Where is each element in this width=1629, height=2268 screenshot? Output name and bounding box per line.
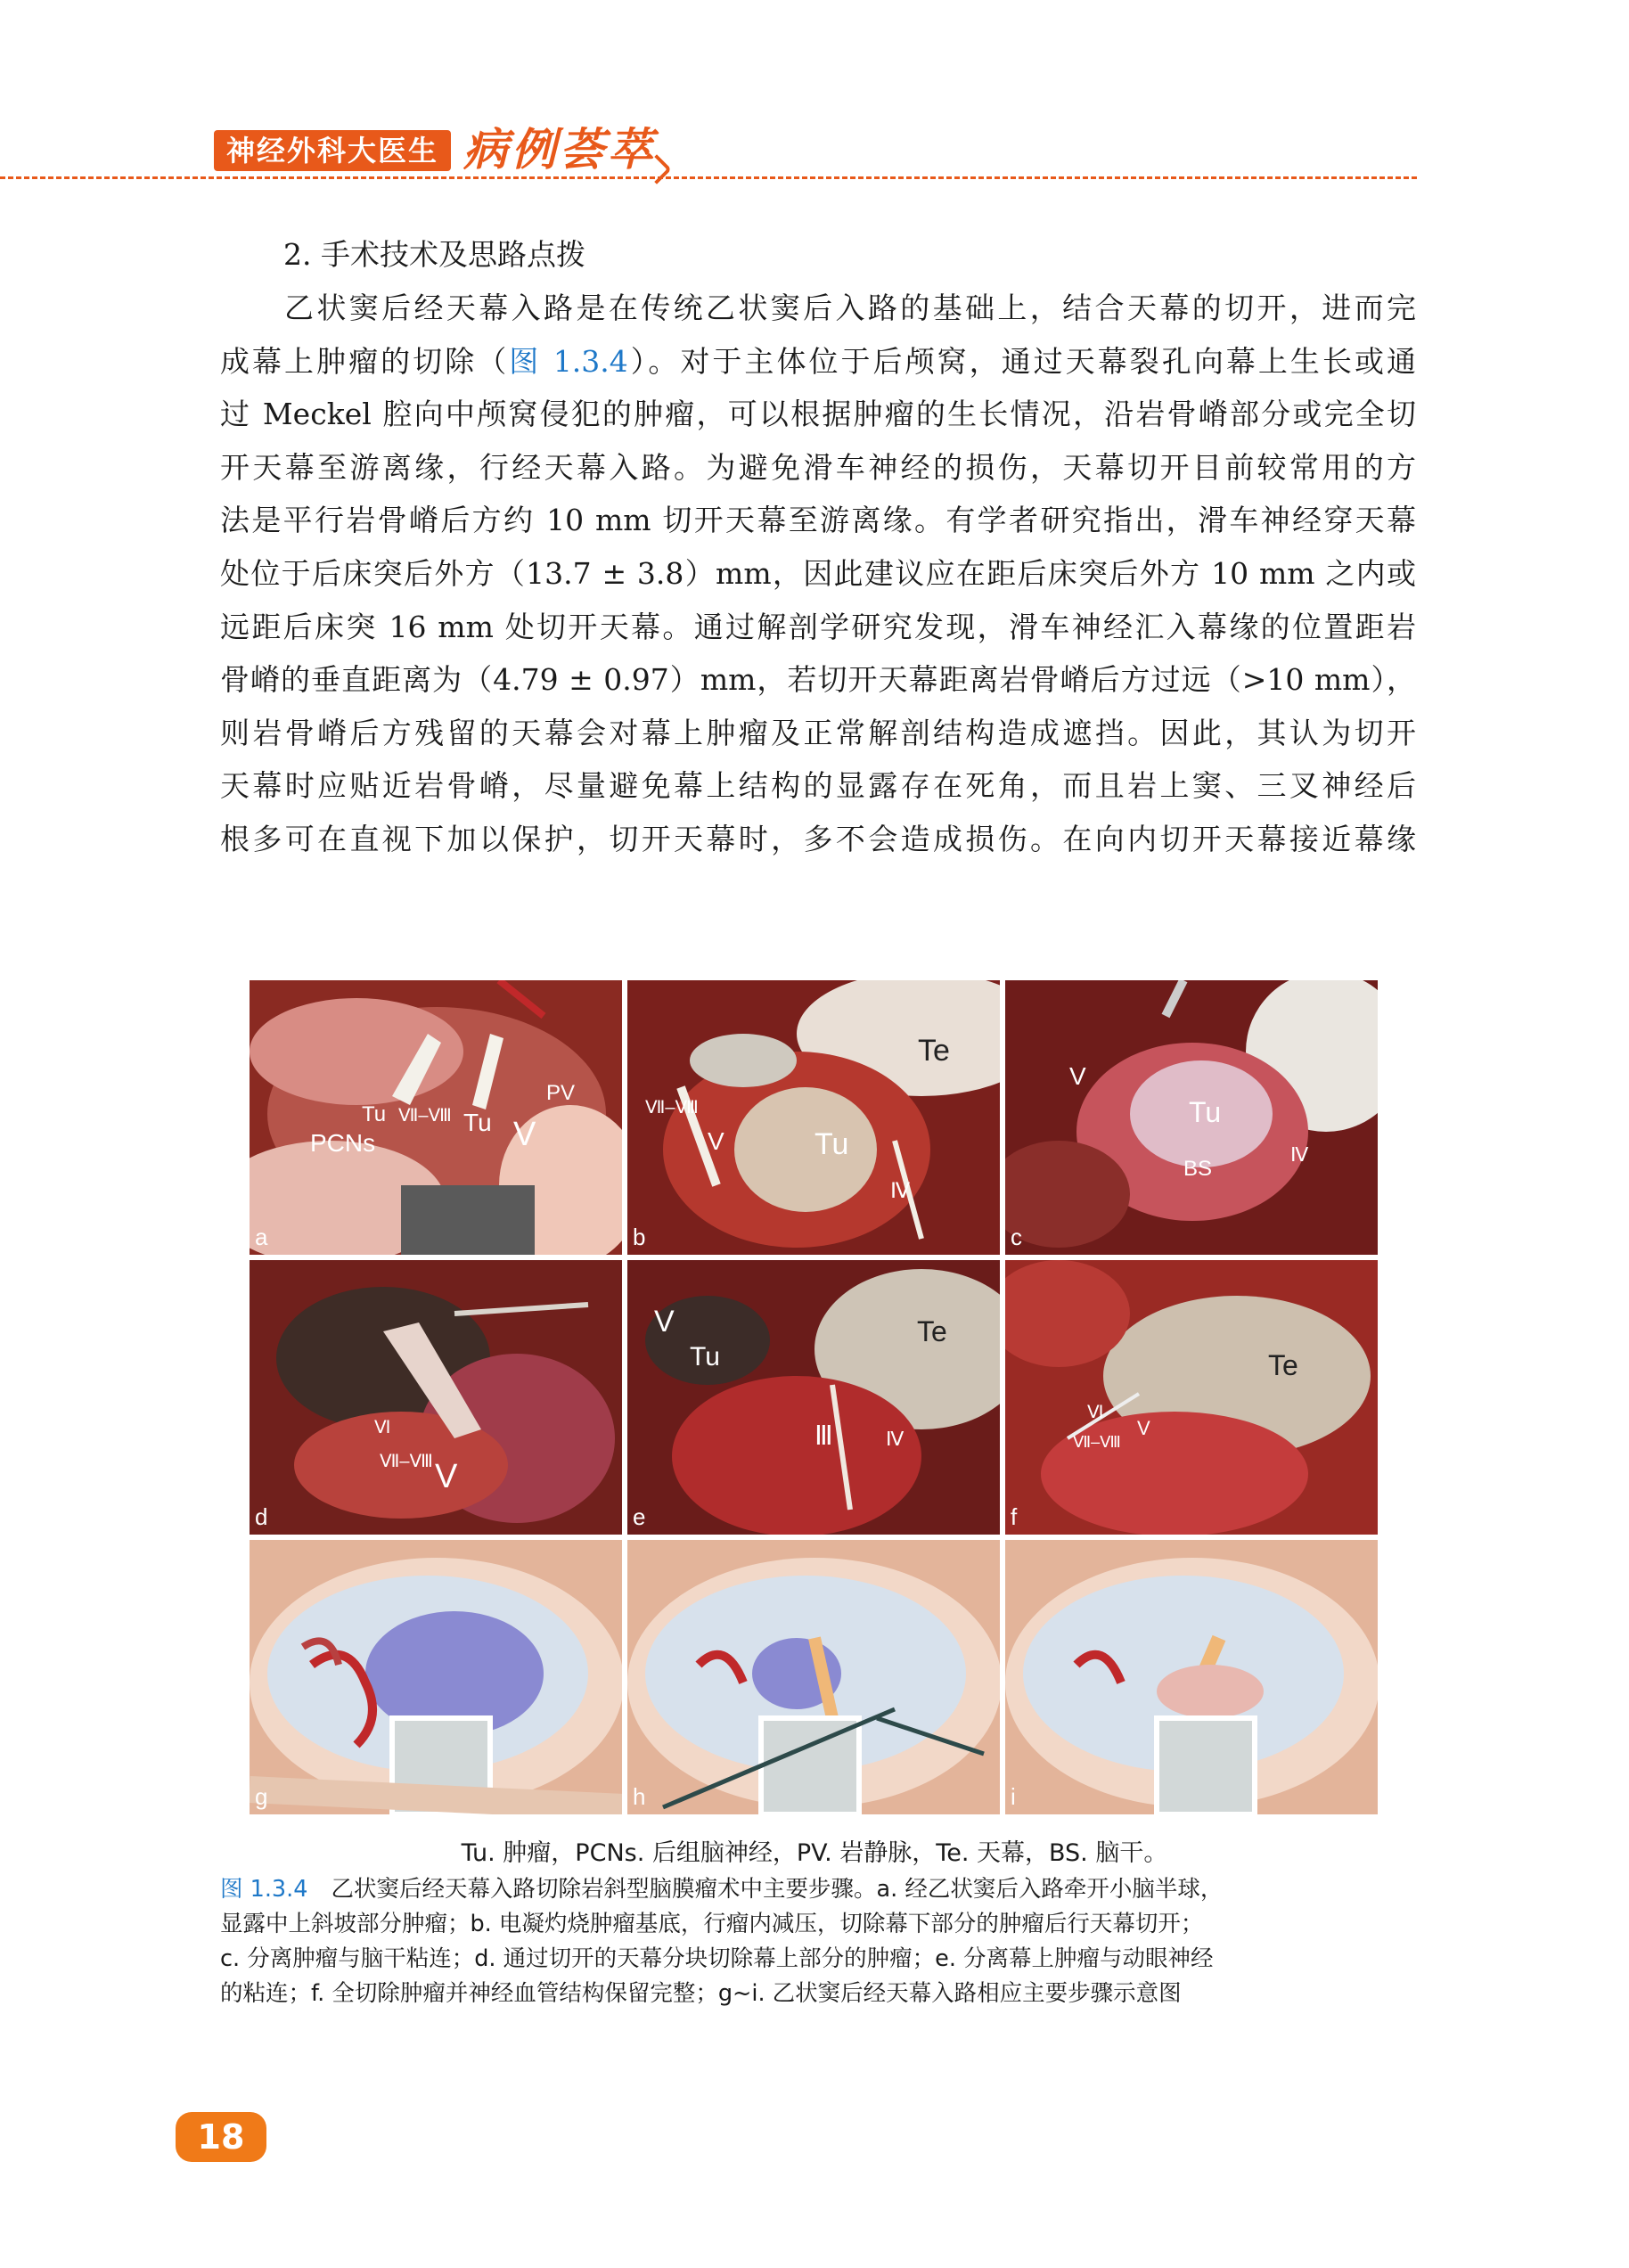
panel-letter: d — [255, 1503, 268, 1530]
panel-label: Tu — [690, 1342, 720, 1371]
panel-label: Te — [917, 1315, 947, 1347]
panel-label: V — [654, 1305, 675, 1339]
panel-label: Tu — [814, 1127, 849, 1161]
panel-label: Tu — [362, 1102, 387, 1126]
panel-label: Ⅶ–Ⅷ — [645, 1098, 699, 1118]
photo-panel-a — [250, 980, 622, 1255]
panel-label: Ⅳ — [890, 1179, 911, 1203]
panel-label: Ⅶ–Ⅷ — [1073, 1433, 1121, 1451]
figure-reference-link[interactable]: 图 1.3.4 — [509, 343, 628, 379]
panel-label: Ⅶ–Ⅷ — [380, 1452, 433, 1471]
panel-letter: a — [255, 1224, 268, 1250]
paragraph-line: 根多可在直视下加以保护，切开天幕时，多不会造成损伤。在向内切开天幕接近幕缘 — [220, 821, 1416, 856]
surgical-photo — [1005, 1260, 1378, 1535]
panel-label: Ⅵ — [374, 1418, 391, 1437]
panel-label: Ⅳ — [886, 1428, 905, 1450]
paragraph-line: 远距后床突 16 mm 处切开天幕。通过解剖学研究发现，滑车神经汇入幕缘的位置距岩 — [220, 609, 1416, 644]
panel-letter: i — [1011, 1783, 1016, 1810]
illustration-panel-i — [1005, 1540, 1378, 1814]
surgical-illustration — [250, 1540, 622, 1814]
figure-grid — [250, 980, 1381, 1823]
panel-label: Te — [1268, 1349, 1298, 1381]
panel-label: Ⅵ — [1087, 1403, 1104, 1422]
paragraph-line: 法是平行岩骨嵴后方约 10 mm 切开天幕至游离缘。有学者研究指出，滑车神经穿天幕 — [220, 503, 1416, 538]
panel-label: Ⅳ — [1290, 1143, 1309, 1166]
photo-panel-b — [627, 980, 1000, 1255]
section-heading: 2. 手术技术及思路点拨 — [283, 237, 585, 272]
panel-letter: c — [1011, 1224, 1022, 1250]
panel-label: V — [1137, 1417, 1150, 1439]
caption-line: 的粘连；f. 全切除肿瘤并神经血管结构保留完整；g~i. 乙状窦后经天幕入路相应主要步骤示意图 — [220, 1980, 1182, 2007]
illustration-panel-h — [627, 1540, 1000, 1814]
panel-label: V — [1069, 1062, 1086, 1090]
caption-text: 乙状窦后经天幕入路切除岩斜型脑膜瘤术中主要步骤。a. 经乙状窦后入路牵开小脑半球， — [331, 1876, 1224, 1903]
illustration-panel-g — [250, 1540, 622, 1814]
panel-letter: b — [633, 1224, 646, 1250]
caption-line — [220, 1872, 1416, 1907]
panel-letter: g — [255, 1783, 268, 1810]
panel-letter: h — [633, 1783, 646, 1810]
series-title-badge: 神经外科大医生 — [214, 130, 451, 171]
panel-label: Ⅲ — [814, 1421, 833, 1451]
paragraph-line: 骨嵴的垂直距离为（4.79 ± 0.97）mm，若切开天幕距离岩骨嵴后方过远（>10 mm）， — [220, 662, 1416, 698]
caption-line: 显露中上斜坡部分肿瘤；b. 电凝灼烧肿瘤基底，行瘤内减压，切除幕下部分的肿瘤后行天幕切开； — [220, 1911, 1204, 1937]
panel-label: Te — [918, 1034, 950, 1068]
surgical-illustration — [1005, 1540, 1378, 1814]
surgical-illustration — [627, 1540, 1000, 1814]
page-number-badge: 18 — [176, 2112, 266, 2162]
caption-line: c. 分离肿瘤与脑干粘连；d. 通过切开的天幕分块切除幕上部分的肿瘤；e. 分离幕上肿瘤与动眼神经 — [220, 1945, 1214, 1972]
panel-label: PV — [546, 1081, 576, 1105]
paragraph-line: 乙状窦后经天幕入路是在传统乙状窦后入路的基础上，结合天幕的切开，进而完 — [284, 291, 1416, 325]
paragraph-line — [220, 335, 1416, 389]
running-header — [0, 96, 1629, 194]
panel-label: V — [708, 1127, 724, 1155]
panel-label: V — [435, 1458, 458, 1495]
photo-panel-d — [250, 1260, 622, 1535]
caption-figure-label: 图 1.3.4 — [220, 1876, 308, 1903]
series-title-script: 病例荟萃 — [463, 123, 656, 176]
panel-letter: e — [633, 1503, 646, 1530]
panel-label: Tu — [463, 1109, 492, 1136]
panel-label: V — [513, 1116, 536, 1153]
header-dashed-rule — [0, 176, 1417, 179]
paragraph-line: 过 Meckel 腔向中颅窝侵犯的肿瘤，可以根据肿瘤的生长情况，沿岩骨嵴部分或完全切 — [220, 397, 1416, 432]
panel-letter: f — [1011, 1503, 1018, 1530]
panel-label: PCNs — [310, 1129, 376, 1157]
body-paragraph — [220, 282, 1416, 866]
panel-label: Tu — [1189, 1096, 1222, 1128]
line-text: 成幕上肿瘤的切除（ — [220, 343, 510, 379]
paragraph-line: 处位于后床突后外方（13.7 ± 3.8）mm，因此建议应在距后床突后外方 10 mm 之内或 — [220, 555, 1416, 591]
paragraph-line: 开天幕至游离缘，行经天幕入路。为避免滑车神经的损伤，天幕切开目前较常用的方 — [220, 449, 1416, 485]
panel-label: BS — [1183, 1157, 1213, 1181]
photo-panel-c — [1005, 980, 1378, 1255]
figure-caption — [220, 1872, 1416, 2011]
photo-panel-f — [1005, 1260, 1378, 1535]
panel-label: Ⅶ–Ⅷ — [398, 1106, 452, 1126]
figure-abbreviation-legend: Tu. 肿瘤，PCNs. 后组脑神经，PV. 岩静脉，Te. 天幕，BS. 脑干。 — [461, 1839, 1168, 1867]
photo-panel-e — [627, 1260, 1000, 1535]
paragraph-line: 天幕时应贴近岩骨嵴，尽量避免幕上结构的显露存在死角，而且岩上窦、三叉神经后 — [220, 768, 1416, 804]
surgical-photo — [627, 1260, 1000, 1535]
line-text: ）。对于主体位于后颅窝，通过天幕裂孔向幕上生长或通 — [627, 343, 1416, 379]
paragraph-line: 则岩骨嵴后方残留的天幕会对幕上肿瘤及正常解剖结构造成遮挡。因此，其认为切开 — [220, 715, 1416, 750]
